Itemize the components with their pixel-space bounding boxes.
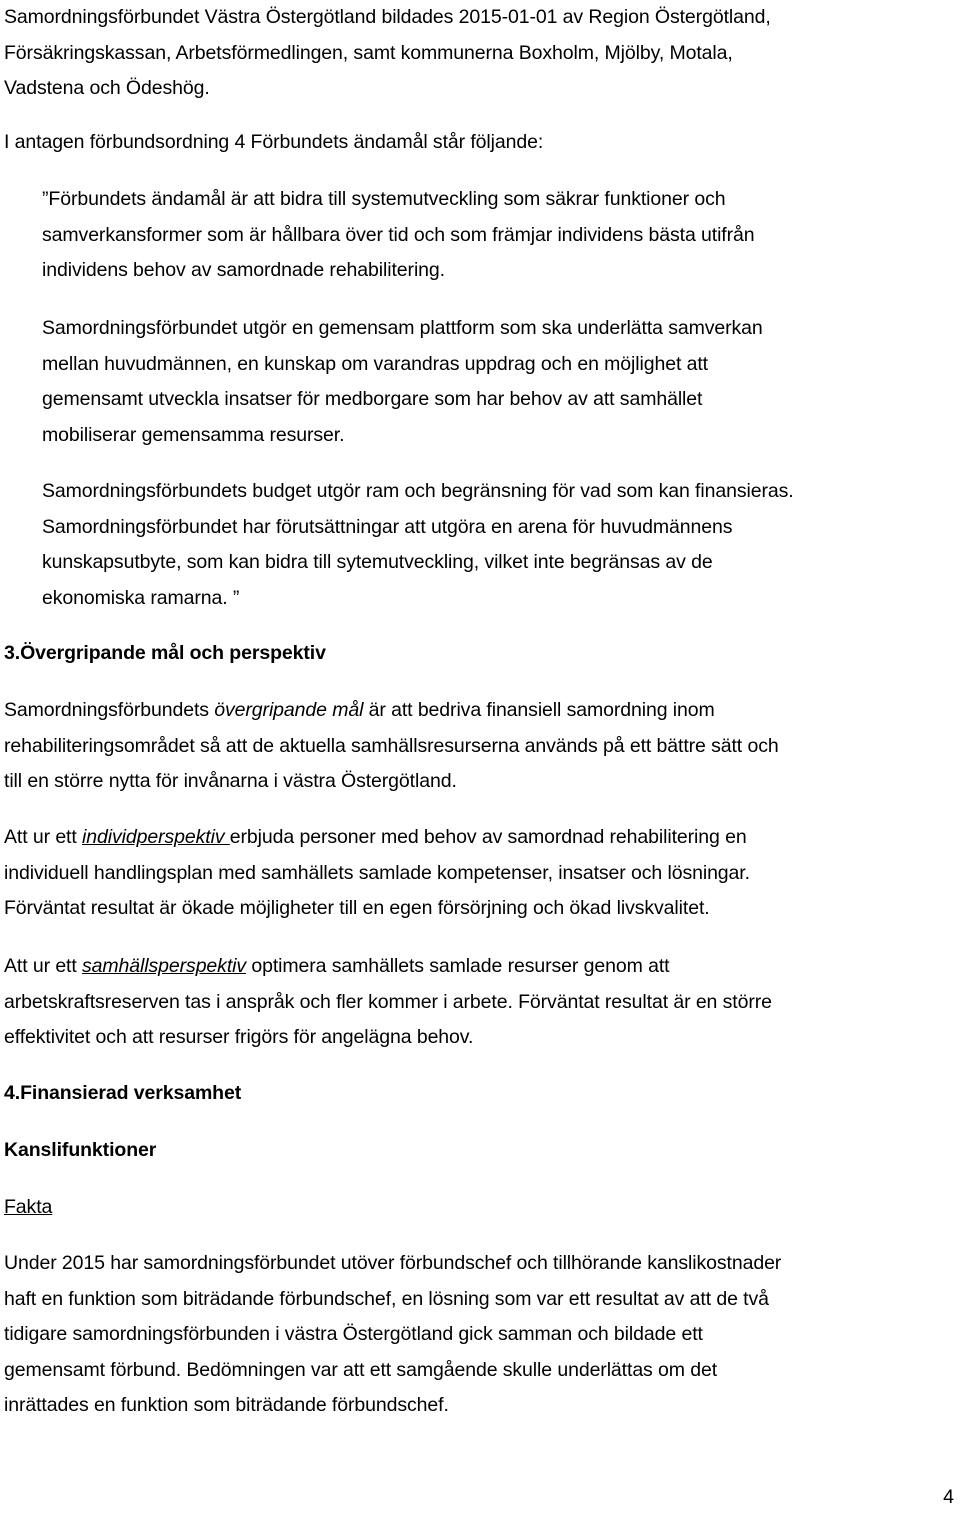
facts-paragraph: [4, 1246, 781, 1424]
goal-line: [4, 693, 779, 729]
quote-line: samverkansformer som är hållbara över tid och som främjar individens bästa utifrån: [42, 223, 755, 246]
quote-line: Samordningsförbundet utgör en gemensam plattform som ska underlätta samverkan: [42, 317, 763, 339]
society-line: arbetskraftsreserven tas i anspråk och fler kommer i arbete. Förväntat resultat är en större: [4, 990, 772, 1013]
society-line: effektivitet och att resurser frigörs för angelägna behov.: [4, 1026, 474, 1049]
quote-paragraph-2: [42, 311, 763, 453]
facts-line: inrättades en funktion som biträdande förbundschef.: [4, 1394, 449, 1417]
section-3-heading: [4, 636, 326, 672]
goal-emphasis: övergripande mål: [214, 699, 364, 721]
facts-line: haft en funktion som biträdande förbundschef, en lösning som var ett resultat av att de två: [4, 1287, 769, 1310]
open-quote-mark: ”: [42, 188, 49, 210]
society-line: [4, 949, 772, 985]
section-4-heading-text: 4.Finansierad verksamhet: [4, 1082, 242, 1104]
section-3-heading-text: 3.Övergripande mål och perspektiv: [4, 642, 326, 664]
quote-paragraph-1: [42, 182, 755, 289]
facts-line: tidigare samordningsförbunden i västra Östergötland gick samman och bildade ett: [4, 1323, 703, 1346]
intro-paragraph: [4, 0, 771, 107]
individual-line: [4, 820, 750, 856]
quote-line: mobiliserar gemensamma resurser.: [42, 423, 345, 446]
kansli-subheading-text: Kanslifunktioner: [4, 1139, 157, 1161]
individual-text: Att ur ett: [4, 826, 83, 848]
quote-line: [42, 182, 755, 218]
ordinance-intro: [4, 125, 543, 161]
facts-label: [4, 1190, 52, 1226]
kansli-subheading: [4, 1133, 156, 1169]
intro-line: Vadstena och Ödeshög.: [4, 77, 210, 100]
goal-text: Samordningsförbundets: [4, 699, 215, 721]
quote-paragraph-3: [42, 474, 794, 616]
facts-line: gemensamt förbund. Bedömningen var att ett samgående skulle underlättas om det: [4, 1358, 718, 1381]
goal-line: rehabiliteringsområdet så att de aktuella samhällsresurserna används på ett bättre sätt och: [4, 734, 779, 757]
quote-line: Samordningsförbundet har förutsättningar att utgöra en arena för huvudmännens: [42, 515, 733, 538]
ordinance-intro-text: I antagen förbundsordning 4 Förbundets ändamål står följande:: [4, 131, 544, 153]
individual-line: Förväntat resultat är ökade möjligheter till en egen försörjning och ökad livskvalitet.: [4, 897, 710, 920]
quote-line: individens behov av samordnade rehabilitering.: [42, 259, 445, 282]
individual-line: individuell handlingsplan med samhällets samlade kompetenser, insatser och lösningar.: [4, 861, 750, 884]
quote-line: Samordningsförbundets budget utgör ram och begränsning för vad som kan finansieras.: [42, 480, 794, 502]
intro-line: Försäkringskassan, Arbetsförmedlingen, samt kommunerna Boxholm, Mjölby, Motala,: [4, 41, 733, 64]
facts-line: Under 2015 har samordningsförbundet utöver förbundschef och tillhörande kanslikostnader: [4, 1252, 782, 1274]
section-4-heading: [4, 1076, 241, 1112]
quote-line: mellan huvudmännen, en kunskap om varandras uppdrag och en möjlighet att: [42, 352, 708, 375]
quote-text: Förbundets ändamål är att bidra till systemutveckling som säkrar funktioner och: [48, 188, 726, 210]
quote-line: [42, 581, 794, 617]
society-perspective-term: samhällsperspektiv: [82, 955, 247, 977]
individual-perspective-term: individperspektiv: [82, 826, 230, 848]
close-quote-mark: ”: [227, 586, 240, 609]
individual-perspective-paragraph: [4, 820, 750, 927]
society-text: optimera samhällets samlade resurser genom att: [246, 955, 670, 977]
quote-line: gemensamt utveckla insatser för medborgare som har behov av att samhället: [42, 388, 703, 411]
individual-text: erbjuda personer med behov av samordnad rehabilitering en: [229, 826, 747, 848]
goal-line: till en större nytta för invånarna i västra Östergötland.: [4, 770, 457, 793]
society-text: Att ur ett: [4, 955, 83, 977]
quote-line: kunskapsutbyte, som kan bidra till sytemutveckling, vilket inte begränsas av de: [42, 551, 713, 574]
facts-label-text: Fakta: [4, 1196, 53, 1218]
goal-text: är att bedriva finansiell samordning inom: [363, 699, 715, 721]
page-number: 4: [943, 1486, 954, 1508]
goal-paragraph: [4, 693, 779, 800]
quote-text: ekonomiska ramarna.: [42, 586, 228, 609]
intro-line: Samordningsförbundet Västra Östergötland bildades 2015-01-01 av Region Östergötland,: [4, 6, 771, 28]
society-perspective-paragraph: [4, 949, 772, 1056]
